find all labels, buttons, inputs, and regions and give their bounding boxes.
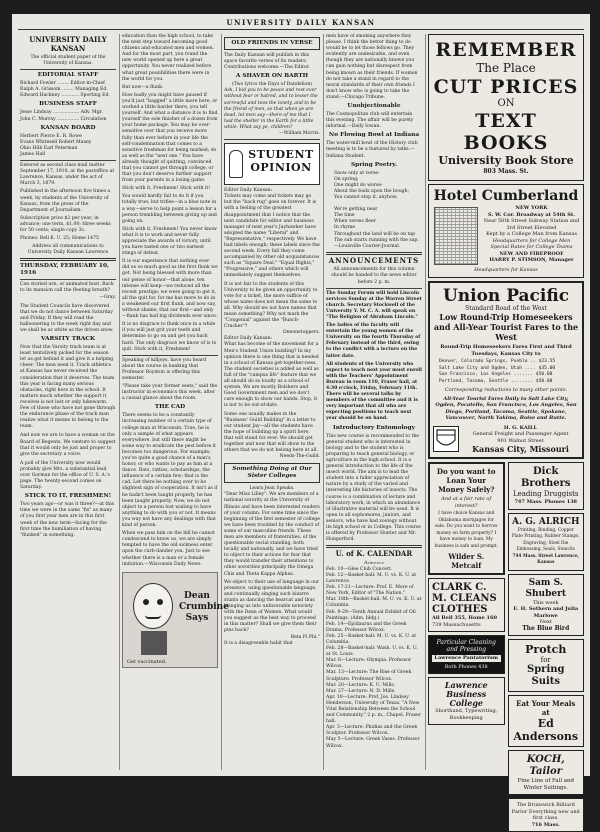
column-advertisements (428, 34, 584, 828)
ad-line: Kept by a College Man from Kansas (486, 231, 577, 237)
page-masthead (12, 18, 590, 27)
ad-line: Leading Druggists (512, 490, 579, 498)
article-paragraph: men have of smoking anywhere they please. I think the better thing to do would be to let those fellows go. They evidently are undesirable, and even though they are nationally known you can gain nothing but disrespect from being known as their friends. If women do not take a stand in regard to the moral standards of their own friends I don't know who is going to take the stand.—Chicago Tribune. (326, 34, 418, 100)
fare-row: Portland, Tacoma, Seattle ........ $50.00 (439, 378, 553, 384)
staff-line: Edward Hackney ............ Sporting Ed. (20, 93, 110, 99)
ad-line: HARRY P. STIMSON, Manager (489, 257, 574, 263)
ad-line: for (540, 656, 551, 664)
letter-salutation: Editor Daily Kansan: (224, 336, 273, 342)
staff-line: Richard Fowler ........ Editor-in-Chief (20, 81, 105, 87)
quote-attribution: —Gray. (99, 294, 116, 300)
ad-line: Shorthand, Typewriting, Bookkeeping (435, 708, 498, 721)
entered-notice: Entered as second class mail matter September 17, 1910, at the postoffice at Lawrence, Kansas, under the act of March 3, 1879. (20, 163, 115, 187)
ad-line: 739 Massachusetts (432, 621, 481, 628)
letter-body: Tickets may come and tickets may go but the "back rug" goes on forever. It is with a feeling of the greatest disappointment that I notice that the next candidate for editor and business manager of next year's Jayhawker have adopted the name "Liberal" and "Representative," respectively. We have had labels enough; these labels since the second week. Every fall they come accompanied by other old acquaintances such as "Square Deal," "Equal Rights," "Progressive," and others which will immediately suggest themselves. (224, 194, 320, 279)
ad-headline: REMEMBER (435, 39, 577, 61)
ad-line: 901 Walnut Street (497, 437, 544, 444)
ad-dick-brothers (508, 462, 585, 510)
board-line: Evans Whitesell Robert Maxey (20, 139, 92, 145)
ad-line: The Blue Bird (522, 624, 570, 632)
ad-line: Near 50th Street Subway Station and 3rd Street Elevated (483, 218, 580, 231)
announcements-intro: All announcements for this column should be handed to the news editor before 2 p. m. (331, 267, 417, 285)
cartoon-eye-icon (157, 599, 163, 605)
article-paragraph: Stick with it, Freshmen! You never know what it is to work and never fully appreciate the awards of victory, until you have tasted one or two earnest stings of defeat. (122, 226, 217, 257)
stick-body: Two years ago—or was it three?—at this time we were in the same "fix" as many of you first year men are in this first week of the new term—facing for the first time the humiliation of having "flunked" in something. (20, 502, 115, 538)
article-paragraph: But now—a flunk. (122, 84, 164, 90)
calendar-item: Mar. 18th—Basket-ball: M. U. vs. K. U. at Columbia. (326, 597, 422, 609)
divider (20, 258, 116, 261)
ad-headline: Ed Andersons (513, 717, 579, 743)
article-paragraph: Speaking of killjoys, have you heard about the course in banking that Professor Boynton is offering this semester. (122, 357, 207, 381)
poem-subtitle: (Two lyrics the Days of Dandelion) (231, 82, 313, 88)
verse-heading: OLD FRIENDS IN VERSE (224, 37, 320, 50)
poem-title: A SHAVER ON BARTH (235, 73, 309, 80)
ad-alrich (508, 513, 585, 571)
ad-union-pacific (428, 281, 584, 460)
ad-body: Fine Line of Fall and Winter Suitings. (517, 778, 574, 791)
figure-icon (229, 150, 243, 178)
paper-subtitle: The official student paper of the University of Kansas. (30, 55, 106, 67)
ad-line: Special Rates for College Teams (490, 244, 573, 250)
brief-heading: No Flowing Bowl at Indiana (328, 132, 420, 139)
article-paragraph: "Please take your former seats," said the instructor in economics this week, after a casual glance about the room. (122, 384, 218, 402)
editorial-paragraph: The Student Councils have discovered that we do not dance between Saturday and Friday. If they will read the balloonering to the week right day and we shall be as white as the driven snow. (20, 303, 114, 333)
divider (326, 252, 422, 255)
column-divider (425, 34, 426, 770)
ad-line: 716 Mass. (531, 821, 560, 828)
column-divider (323, 34, 324, 770)
business-line: Jesse Lindsay .................. Adv. Mgr. (20, 110, 103, 116)
divider (224, 139, 320, 140)
ad-signature: Wilder S. Metcalf (448, 552, 485, 570)
fare-row: Salt Lake City and Ogden, Utah .... $35.00 (439, 365, 556, 371)
calendar-heading: U. of K. CALENDAR (335, 549, 413, 559)
article-paragraph: education than the high school, to take the next step toward becoming good citizens and educated men and women. And for the most part, you found the new world opened up here a great opportunity. You never realized before what great possibilities there were in the world for you. (122, 34, 215, 82)
board-line: Herbert Pierce E. R. Rowe (20, 133, 82, 139)
ad-headline: Hotel Cumberland (433, 188, 579, 204)
stick-heading: STICK TO IT, FRESHMEN! (24, 493, 112, 500)
ad-line: And at a fair rate of interest? (441, 496, 492, 509)
cartoon-mouth-icon (145, 615, 161, 619)
ad-business-college (428, 677, 505, 725)
calendar-item: May 5—Lecture: Greek Vases. Professor Wilcox. (326, 737, 420, 749)
announcement-item: The Sunday Forum will hold Lincoln services Sunday at the Warren Street church. Secretary Stockwell of the University Y. M. C. A. will speak on "The Religion of Abraham Lincoln." (326, 290, 422, 320)
article-paragraph: How badly you might have paused if you'd just "bagged" a little more here, or worked a little harder there, you tell yourself. And what a distance it is to find yourself the sole finisher of a dozen from your home package. You may be over-sensitive over that you receive more fully than ever before in your life the self-condemnation that comes to a sensitive freshman for being marked; do as well as the "next one." You have already thought of quitting, convinced that you cannot get through college, or that you don't deserve further support from your parents in a losing game. (122, 92, 218, 184)
ad-headline: A. G. ALRICH (511, 516, 580, 527)
ad-row (428, 462, 584, 832)
calendar-item: Feb. 28—Basket-ball: Wash. U. vs. K. U. at St. Louis. (326, 646, 418, 658)
ad-line: Headquarters for Kansas (474, 267, 538, 273)
article-paragraph: You would hardly fail to do it if you totally true; but trifles—in a blue note in a way—serve to help point a lesson for a person trembling between giving up and going on. (122, 194, 217, 224)
sister-colleges-body: "Dear Miss Lilley": We are members of a national sorority at the University of Illinois and have been interested readers of your column. For some time since the beginning of the first semester of college we have been troubled by the conduct of some of our masculine friends. These men are members of fraternities, of the questionable social standing, both locally and nationally, and we have tried to object to their actions for fear that they would transfer their attentions to other sororities principally the Omega Chis and Theta Kappa Alphas. (224, 492, 320, 577)
ad-line: All-Year Tourist Fares Daily to Salt Lake City, Ogden, Pocatello, San Francisco, Los Angeles, San Diego, Portland, Tacoma, Seattle, Spokane, Vancouver, North Yakima, Boise and Butte. (435, 395, 577, 421)
calendar-item: Feb. 9-29—Tenth Annual Exhibit of Oil Paintings. (Adm. bldg.) (326, 609, 416, 621)
ad-line: This week (532, 599, 559, 606)
board-line: James Hall (20, 151, 46, 157)
ad-hotel-cumberland (428, 184, 584, 278)
article-paragraph: It is no disgrace to flunk once in a while if you will just grit your teeth and determine to go on and get you back hard. The only disgrace we know of is to quit. Stick with it, Freshmen! (122, 322, 217, 352)
ad-line: ON (497, 98, 515, 109)
editorial-paragraph: A poll of the University now would probably give Mrs. a substantial lead over Gorman for the office of U. S. A.'s page. The twenty-second comes on Saturday. (20, 460, 110, 491)
letter-body: It is not fair to the students of this University to be given an opportunity to vote for a ticket, the more suffice of whose name does not mean the same to all. Why should we not have names that mean something? Why not mark the "Congenial" against the "Bunch-Cracker"? (224, 281, 318, 330)
calendar-item: Feb. 12—Basket-ball: M. U. vs. K. U. at Lawrence. (326, 572, 417, 585)
announcement-item: All students of the University who expect to teach next year must enroll with the Teachers' Appointment Bureau in room 110, Fraser hall, at 4:30 o'clock, Friday, February 11th. There will be several talks by members of the committee and it is very important that all who are expecting positions to teach next year should be on hand. (326, 361, 422, 422)
brief-body: The water-mill bowl of the History club meeting is to be a featured by talks.—Indiana Student. (326, 141, 418, 159)
announcements-heading: ANNOUNCEMENTS (328, 255, 420, 265)
divider (20, 279, 116, 280)
ad-book-store (428, 34, 584, 181)
cad-body: When we pass him on the hill he cannot condescend to know us, we are simply tempted to have the old sickness enter upon the curb-dander you. Just to see whether there is a man or a female imitation.—Wisconsin Daily News. (122, 531, 215, 567)
phones-label: Phones: (20, 236, 39, 242)
business-line: John C. Murray ............... Circulation (20, 116, 107, 122)
letter-signature: Needs-The-Guild. (279, 454, 320, 460)
ad-body: I have choice Kansas and Oklahoma mortgages for sale. Do you want to borrow money on farm property? I have money to loan. My business is safe and prompt. (434, 511, 498, 549)
ad-line: Spring Suits (526, 664, 565, 687)
calendar-item: Feb. 25—Basket-ball: M. U. vs. K. U. at Columbia. (326, 633, 417, 645)
ad-andersons (508, 695, 585, 747)
ad-shubert-theater (508, 574, 585, 637)
ad-line: The Place (476, 61, 536, 75)
brief-heading: Unobjectionable (347, 103, 401, 110)
subscription-notice: Subscription price $2 per year; in advance; one term, $1.00; three weeks for 50 cents; single copy 3c. (20, 215, 111, 233)
divider (20, 160, 116, 161)
ad-body: Printing, Binding, Copper Plate Printing, Rubber Stamps, Engraving, Steel Die Embossing, Seals, Stencils (511, 527, 580, 552)
student-opinion-banner (224, 143, 320, 185)
fare-row: San Francisco, Los Angeles ....... $50.00 (439, 372, 553, 377)
address-notice: Address all communications to University Daily Kansan Lawrence (27, 244, 109, 256)
ad-headline: KOCH, Tailor (526, 754, 565, 777)
sister-colleges-subhead: Learn Jean Speaks. (249, 486, 295, 492)
divider (326, 545, 422, 548)
calendar-item: Mar. 27—Lecture: N. D. Mills. (326, 688, 396, 694)
sister-colleges-signature: Beta Pi Phi." (290, 634, 320, 640)
divider (122, 355, 218, 356)
ad-line: 744 Mass. Street Lawrence, Kansas (512, 553, 580, 565)
editorial-paragraph: And now we are to have a woman on the Board of Regents. We venture to suggest that it would only be just and proper to give the secretary a voice. (20, 433, 116, 457)
letter-body: Some one usually makes in the "Business' Guild Building" in a letter to our student Jay—all the students have the hope of building up a spirit here, that will stand for ever. We should get together and now that will show to the others that we do not belong here at all. (224, 411, 318, 454)
calendar-subheading: Athletics (364, 560, 384, 566)
article-paragraph: Stick with it, Freshmen! Stick with it! (122, 186, 211, 192)
ad-line: Eat Your Meals at (516, 699, 576, 717)
board-line: Ohio Hilb Earl Peterman (20, 145, 78, 151)
paper-title: UNIVERSITY DAILY KANSAN (29, 35, 107, 53)
calendar-item: Mar. 20—Lecture: K. U. Mills. (326, 682, 396, 688)
board-heading: KANSAN BOARD (40, 124, 96, 131)
ad-headline: Protch (525, 643, 567, 656)
ad-pantorium (428, 635, 505, 674)
column-announcements (326, 34, 422, 770)
divider (20, 69, 116, 70)
ad-line: Lawrence Pantatorium (432, 655, 501, 662)
calendar-item: Mar. 13—Lecture: The Rise of Greek Sculpture. Professor Wilcox. (326, 670, 412, 682)
cad-heading: THE CAD (154, 404, 186, 411)
calendar-item: Feb. 10—Glee Club Concert. (326, 566, 393, 572)
column-verse-opinion (224, 34, 320, 770)
ad-body: The Brunswick Billiard Parlor Everything new and first class. (511, 802, 580, 821)
sister-colleges-body: It is a disagreeable habit that (224, 640, 293, 646)
ad-line: Corresponding reductions to many other points. (444, 387, 568, 393)
calendar-item: Feb. 17-21—Lecture: Prof. E. More of New York, Editor of "The Nation." (326, 585, 414, 597)
phones-value: Bell K. U. 25; Home 1475 (39, 236, 99, 242)
masthead-rule (18, 29, 584, 30)
letter-salutation: Editor Daily Kansan: (224, 188, 273, 194)
ad-headline: Do you want to Loan Your Money Safely? (436, 467, 496, 494)
announcement-item: This new course is recommended to the general student who is interested in biology and to the student who is preparing to teach general biology, or agriculture in the high school. It is a general introduction to the life of the insect world. The aim is to lead the student into a fuller appreciation of nature by a study of the varied and interesting life histories of insects. The course is a combination of lecture and laboratory work, in which an abundance of illustrative material will be used. It is open to all sophomores, juniors, and seniors, who have had zoology without its high school or in College. This course is offered by Professor Hunter and Mr. Hungerford. (326, 433, 421, 543)
column-divider (221, 34, 222, 770)
cartoon-title: Dean Crumbine Says (179, 590, 229, 623)
poem-attribution: —William Morris. (279, 131, 320, 137)
calendar-item: Mar. 6—Lecture: Olympia. Professor Wilcox. (326, 658, 412, 670)
staff-heading: EDITORIAL STAFF (37, 72, 99, 79)
staff-line: Ralph A. Grissom ........ Managing Ed. (20, 87, 108, 93)
column-editorial-continued (122, 34, 229, 770)
ad-line: 803 Mass. St. (483, 168, 529, 175)
calendar-item: Apr. 10—Lecture: Prof. Jos. Lindsey Henderson, University of Texas. "A New Vital Relationship Between the School and Community." 2 p. m., Chapel, Fraser hall. (326, 694, 421, 725)
ad-headline: Sam S. Shubert (525, 577, 566, 599)
ad-line: Both Phones 438 (444, 663, 488, 670)
business-heading: BUSINESS STAFF (39, 101, 97, 108)
ad-line: University Book Store (438, 154, 574, 167)
ad-headline: Dick Brothers (520, 466, 571, 489)
poem-body: Snow only at verse- On spring; One might do worse- About the buds upon the bough; You cannot stop it, anyhow. We're getting near The time When verses fleer In rhyme Throughout the land will be on tap The sub starts running with the sap. —Louisville Courier-Journal. (334, 170, 419, 249)
ad-koch-tailor (508, 750, 585, 795)
ad-line: TEXT BOOKS (463, 110, 549, 154)
hotel-building-icon (434, 207, 478, 265)
cartoon-panel (122, 572, 229, 668)
ad-line: Standard Road of the West (465, 304, 547, 312)
ad-brunswick (508, 798, 585, 832)
union-pacific-shield-icon (433, 426, 459, 452)
ad-line: Low Round-Trip Homeseekers and All-Year Tourist Fares to the West (433, 312, 579, 342)
verse-intro: The Daily Kansan will publish in this space favorite verses of its readers. Contributions welcome.—The Editor. (224, 53, 310, 71)
shield-icon (435, 428, 457, 450)
article-paragraph: It is our experience that nothing ever did us so much good as the first flunk we got. Not being blessed with more than our pense of honor—that alone, ten intense will keep—we reduced all the recent prestige; we were going to get it, all the quit for, for me has more to do in a weakened our first flunk, and now say, without shame, that our first—and only—flunk has had big dividends ever since. (122, 259, 218, 320)
ad-line: Next (539, 619, 552, 625)
calendar-item: Feb. 14—Epidaurus and the Greek Drama. Professor Wilcox. (326, 621, 407, 633)
column-divider (119, 34, 120, 770)
poem-body: Ask, I bid you to be peace and rest ever without fear or hatred, and to lesser the sorrowful and tees the lonely, and to be the friend of men, so that when ye are dead, let men say—there of me that I had the shelter in the Earth for a little while. What say ye, children? (224, 88, 318, 130)
cartoon-body-icon (141, 631, 167, 655)
ad-protch (508, 639, 585, 692)
announcement-heading: Introductory Entomology (333, 424, 415, 431)
ad-line: All Bell 355, Home 160 (432, 615, 497, 621)
ad-line: NEW YORK (515, 205, 548, 211)
letter-body: What has become of the movement for a Men's Student Union building? In my opinion there is one thing that is needed in a school of Kansas get-together-ness. The student societies is added as well as full of the "campus life" feature that we all should do so loudly as a school of system. We are mostly Bolshevs and Good Government men and we don't care enough to show our hands. Stop, it is not to be out-of-date. (224, 342, 319, 409)
published-notice: Published in the afternoon five times a week, by students of the University of Kansas, from the press of the Department of Journalism. (20, 189, 111, 213)
ad-line: NEW AND FIREPROOF (499, 250, 564, 257)
ad-line: 747 Mass. Phones 138 (514, 499, 578, 505)
ad-line: E. H. Sothern and Julia Marlowe (513, 606, 579, 619)
ad-headline: Union Pacific (442, 285, 570, 306)
cartoon-face-icon (133, 583, 173, 629)
masthead-title: UNIVERSITY DAILY KANSAN (226, 18, 376, 27)
ad-line: S. W. Cor. Broadway at 54th St. (488, 211, 575, 218)
opening-quote: Can storied urn, or animated bust, Back to its mansion call the fleeting breath? (20, 282, 114, 294)
announcement-item: The ladies of the faculty will entertain the young women of the University on the fourth Thursday of February instead of the third, owing to the conflict with a lecture on the latter date. (326, 323, 421, 359)
fare-row: Denver, Colorado Springs, Pueblo .. $23.55 (439, 359, 556, 364)
calendar-item: Apr. 3—Lecture: Phidias and the Greek Sculptor. Professor Wilcox. (326, 725, 418, 737)
ad-line: CUT PRICES (433, 76, 579, 98)
cad-body: There seems to be a constantly increasing number of a certain type of college man at Wisconsin. True, he is only a sample of what appears everywhere, but still there might be some way to eradicate the pest before it becomes too dangerous. For example, you've quite a good chance of a man's honor, or who wants to pay as him at a dance. Rats, ratties, scholarships, the influence of a certain few; that is the cad. Let there be nothing over to be slightest sign of cooperation. It isn't as if he hadn't been taught properly, he has been taught properly. Now, we do not object to a person lost waiting to have anything to do with you or not. It means you way not have any dealings with that kind of person. (122, 413, 218, 529)
ad-line: Kansas City, Missouri (472, 444, 569, 454)
sister-colleges-heading: Something Doing at Our Sister Colleges (224, 463, 320, 483)
ad-clark-cleans (428, 578, 505, 632)
divider (326, 288, 422, 289)
fare-table (439, 359, 573, 385)
ad-line: Round-Trip Homeseekers Fares First and Third Tuesdays, Kansas City to (440, 344, 572, 357)
ad-line: H. G. KAILL (503, 424, 538, 431)
newspaper-page (12, 14, 590, 828)
letter-signature: Oneonetoppers. (282, 330, 320, 336)
poem-heading: Spring Poetry. (351, 161, 397, 168)
ad-headline: CLARK C. M. CLEANS CLOTHES (432, 582, 497, 615)
ad-line: Headquarters for College Men (492, 237, 571, 244)
varsity-heading: VARSITY TRACK (40, 336, 95, 343)
cartoon-eye-icon (143, 599, 149, 605)
ad-loan (428, 462, 505, 575)
brief-body: The Cosmopolitan club will entertain this evening. The affair will be purely informal.—Daily Iowan. (326, 112, 414, 130)
ad-headline: Particular Cleaning and Pressing (436, 639, 496, 653)
ad-headline: Lawrence Business College (444, 680, 488, 708)
sister-colleges-body: We object to their use of language in our presence, using questionable language, and continually singing such bizarre stunts as dancing the bearcat and thus bringing us into unfavorable notoriety with the Dean of Women. What would you suggest as the best way to proceed in this matter? Shall we give them their pins back? (224, 579, 320, 634)
column-editorial (20, 34, 116, 770)
cartoon-caption: Get vaccinated. (127, 658, 167, 665)
dateline: THURSDAY, FEBRUARY 10, 1916 (20, 263, 110, 277)
ad-line: General Freight and Passenger Agent (472, 431, 569, 437)
varsity-body: Now that the Varsity track team is at least tentatively picked for the season let us get behind it and give it a helping cheer. The men need it. Track athletics at Kansas has never received the consideration that it deserves. The team this year is facing many serious obstacles, right here in the school. It matters much whether the support it receives is not lost or only lukewarm. Few of those who have not gone through the endurance phase of the track man realize what it means to belong to the team. (20, 345, 116, 430)
opinion-banner-title: STUDENT OPINION (248, 148, 314, 175)
